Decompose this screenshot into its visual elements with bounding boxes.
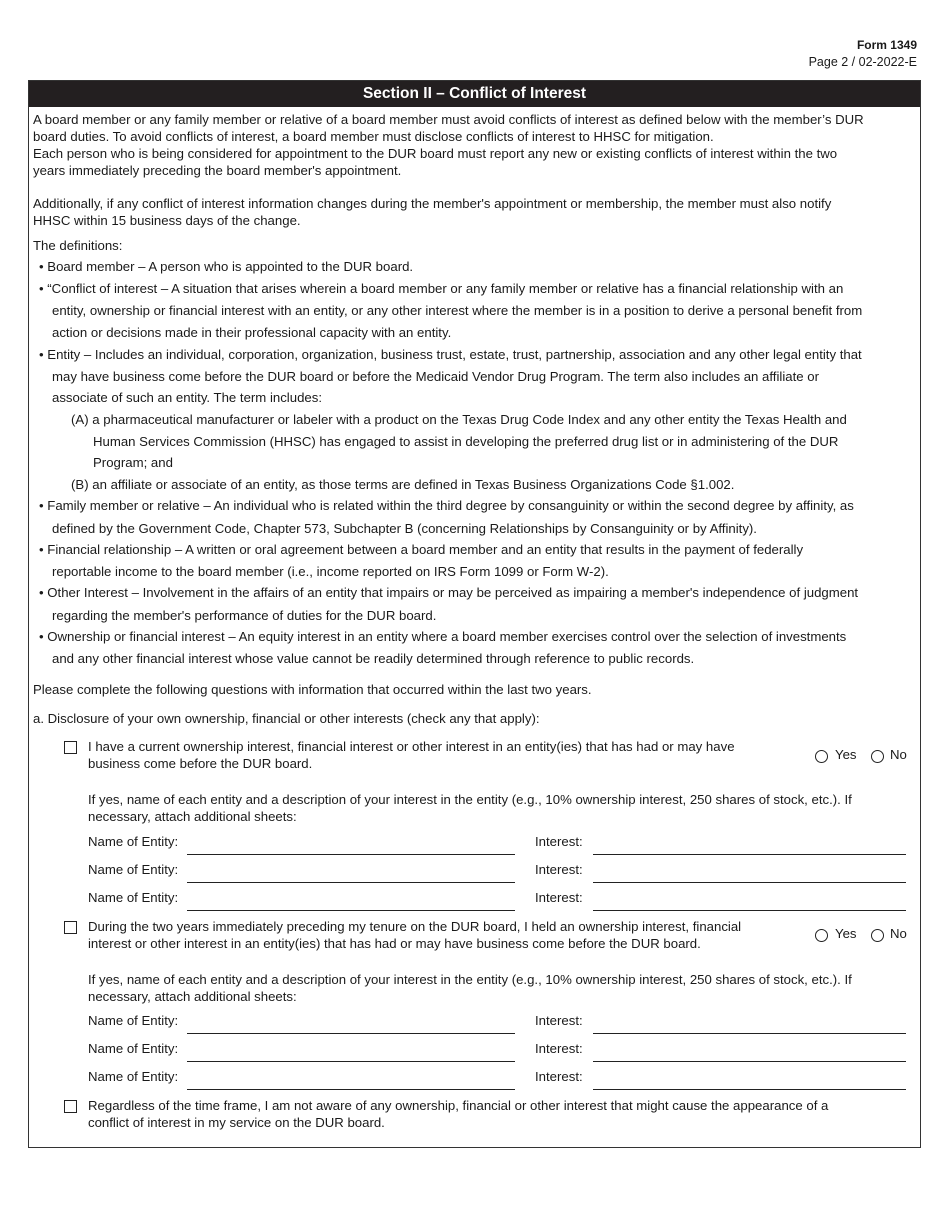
q1-no-radio[interactable] [871, 750, 884, 763]
definition-entity: • Entity – Includes an individual, corporation, organization, business trust, estate, trust, partnership, association and any other legal entity that [39, 347, 862, 362]
definition-conflict-of-interest: • “Conflict of interest – A situation that arises wherein a board member or any family member or relative has a financial relationship with an [39, 281, 844, 296]
q2-checkbox[interactable] [64, 921, 77, 934]
q2-entity-3-field[interactable] [187, 1089, 515, 1090]
entity-label: Name of Entity: [88, 1069, 179, 1084]
definition-entity-b: (B) an affiliate or associate of an entity, as those terms are defined in Texas Business Organizations Code §1.002. [71, 477, 735, 492]
q1-interest-2-field[interactable] [593, 882, 906, 883]
definition-board-member: • Board member – A person who is appointed to the DUR board. [39, 259, 414, 274]
q1-entity-2-field[interactable] [187, 882, 515, 883]
definition-entity-a: Program; and [93, 455, 173, 470]
definition-other-interest: regarding the member's performance of duties for the DUR board. [52, 608, 437, 623]
intro-text: years immediately preceding the board member's appointment. [33, 163, 402, 178]
instructions-text: Please complete the following questions with information that occurred within the last two years. [33, 682, 592, 697]
definition-family-member: defined by the Government Code, Chapter 573, Subchapter B (concerning Relationships by Consanguinity or by Affinity). [52, 521, 757, 536]
q2-ifyes-text: If yes, name of each entity and a description of your interest in the entity (e.g., 10% ownership interest, 250 shares of stock, etc.). If [88, 972, 852, 987]
q2-no-label: No [890, 926, 907, 941]
q1-entity-1-field[interactable] [187, 854, 515, 855]
interest-label: Interest: [535, 834, 583, 849]
definition-ownership-interest: • Ownership or financial interest – An equity interest in an entity where a board member exercises control over the selection of investments [39, 629, 847, 644]
page-info: Page 2 / 02-2022-E [808, 55, 917, 69]
q1-text: I have a current ownership interest, financial interest or other interest in an entity(ies) that has had or may have [88, 739, 735, 754]
definition-family-member: • Family member or relative – An individual who is related within the third degree by consanguinity or within the second degree by affinity, as [39, 498, 854, 513]
definition-other-interest: • Other Interest – Involvement in the affairs of an entity that impairs or may be perceived as impairing a member's independence of judgment [39, 585, 859, 600]
q2-ifyes-text: necessary, attach additional sheets: [88, 989, 297, 1004]
definition-entity: may have business come before the DUR board or before the Medicaid Vendor Drug Program. The term also includes an affiliate or [52, 369, 819, 384]
definition-financial-relationship: • Financial relationship – A written or oral agreement between a board member and an entity that results in the payment of federally [39, 542, 804, 557]
definition-entity-a: Human Services Commission (HHSC) has engaged to assist in developing the preferred drug list or in administering of the DUR [93, 434, 839, 449]
q1-entity-3-field[interactable] [187, 910, 515, 911]
entity-label: Name of Entity: [88, 890, 179, 905]
q1-yes-label: Yes [835, 747, 857, 762]
q2-interest-2-field[interactable] [593, 1061, 906, 1062]
q1-yes-radio[interactable] [815, 750, 828, 763]
interest-label: Interest: [535, 1013, 583, 1028]
intro-text: A board member or any family member or relative of a board member must avoid conflicts of interest as defined below with the member’s DUR [33, 112, 864, 127]
q2-interest-1-field[interactable] [593, 1033, 906, 1034]
part-a-heading: a. Disclosure of your own ownership, financial or other interests (check any that apply): [33, 711, 540, 726]
q2-entity-2-field[interactable] [187, 1061, 515, 1062]
q2-text: During the two years immediately preceding my tenure on the DUR board, I held an ownership interest, financial [88, 919, 742, 934]
q1-interest-3-field[interactable] [593, 910, 906, 911]
q3-text: conflict of interest in my service on the DUR board. [88, 1115, 385, 1130]
form-number: Form 1349 [856, 38, 917, 52]
section-title: Section II – Conflict of Interest [29, 81, 920, 107]
q1-text: business come before the DUR board. [88, 756, 313, 771]
q2-no-radio[interactable] [871, 929, 884, 942]
q3-checkbox[interactable] [64, 1100, 77, 1113]
q1-ifyes-text: If yes, name of each entity and a description of your interest in the entity (e.g., 10% ownership interest, 250 shares of stock, etc.). If [88, 792, 852, 807]
definition-conflict-of-interest: entity, ownership or financial interest with an entity, or any other interest where the member is in a position to derive a personal benefit from [52, 303, 863, 318]
definition-ownership-interest: and any other financial interest whose value cannot be readily determined through reference to public records. [52, 651, 695, 666]
q1-interest-1-field[interactable] [593, 854, 906, 855]
q2-yes-label: Yes [835, 926, 857, 941]
q1-checkbox[interactable] [64, 741, 77, 754]
intro-text: board duties. To avoid conflicts of interest, a board member must disclose conflicts of interest to HHSC for mitigation. [33, 129, 714, 144]
interest-label: Interest: [535, 1041, 583, 1056]
definition-entity: associate of such an entity. The term includes: [52, 390, 322, 405]
definition-entity-a: (A) a pharmaceutical manufacturer or labeler with a product on the Texas Drug Code Index and any other entity the Texas Health and [71, 412, 847, 427]
intro-text: HHSC within 15 business days of the change. [33, 213, 301, 228]
interest-label: Interest: [535, 890, 583, 905]
q1-ifyes-text: necessary, attach additional sheets: [88, 809, 297, 824]
entity-label: Name of Entity: [88, 862, 179, 877]
q2-entity-1-field[interactable] [187, 1033, 515, 1034]
entity-label: Name of Entity: [88, 1041, 179, 1056]
q1-no-label: No [890, 747, 907, 762]
q2-interest-3-field[interactable] [593, 1089, 906, 1090]
definition-conflict-of-interest: action or decisions made in their professional capacity with an entity. [52, 325, 452, 340]
entity-label: Name of Entity: [88, 1013, 179, 1028]
definition-financial-relationship: reportable income to the board member (i.e., income reported on IRS Form 1099 or Form W-2). [52, 564, 609, 579]
interest-label: Interest: [535, 862, 583, 877]
entity-label: Name of Entity: [88, 834, 179, 849]
intro-text: Each person who is being considered for appointment to the DUR board must report any new or existing conflicts of interest within the two [33, 146, 838, 161]
q2-text: interest or other interest in an entity(ies) that has had or may have business come before the DUR board. [88, 936, 701, 951]
q3-text: Regardless of the time frame, I am not aware of any ownership, financial or other interest that might cause the appearance of a [88, 1098, 829, 1113]
q2-yes-radio[interactable] [815, 929, 828, 942]
intro-text: Additionally, if any conflict of interest information changes during the member's appointment or membership, the member must also notify [33, 196, 832, 211]
definitions-heading: The definitions: [33, 238, 123, 253]
interest-label: Interest: [535, 1069, 583, 1084]
